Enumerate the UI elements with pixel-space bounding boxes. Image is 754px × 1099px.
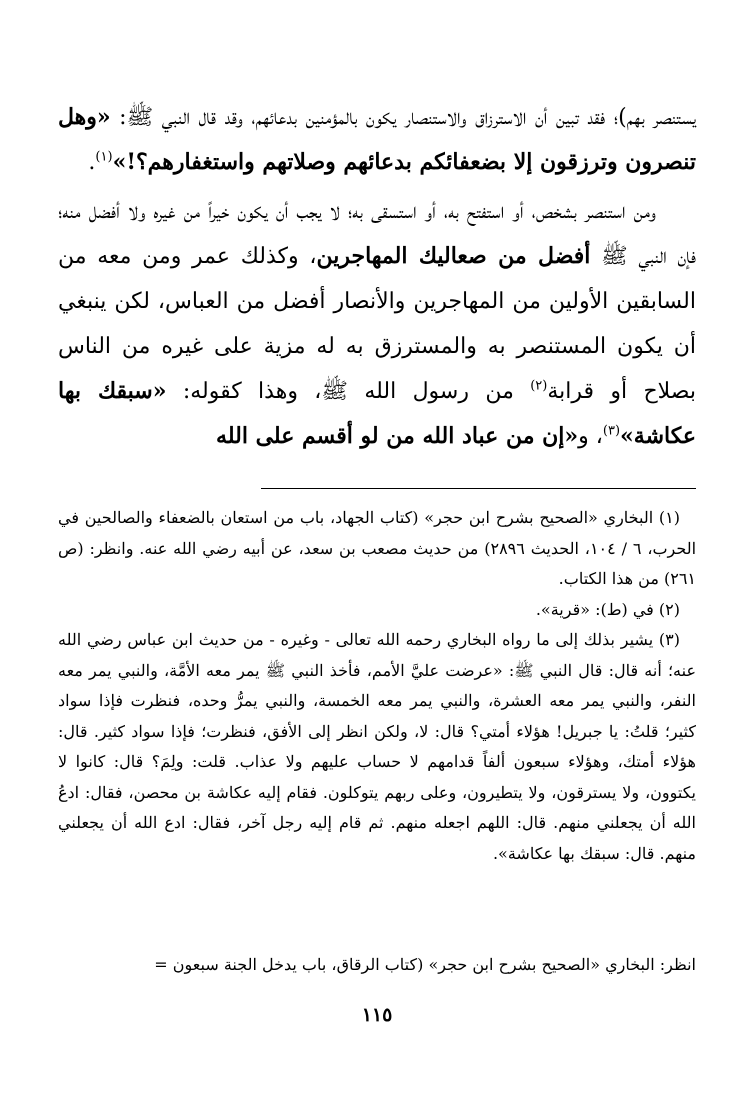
paragraph-2-text-a: ومن استنصر بشخص، أو استفتح به، أو استسقى به؛ لا يجب أن يكون خيراً من غيره ولا أفضل منه؛ فإن النبي ﷺ xyxy=(58,199,696,269)
paragraph-2-text-c: من رسول الله ﷺ، وهذا كقوله: xyxy=(166,379,531,404)
footnote-2: (٢) في (ط): «قرية». xyxy=(535,599,680,619)
footnote-continued: انظر: البخاري «الصحيح بشرح ابن حجر» (كتاب الرقاق، باب يدخل الجنة سبعون = xyxy=(154,955,696,974)
paragraph-1-text: يستنصر بهم)؛ فقد تبين أن الاسترزاق والاستنصار يكون بالمؤمنين بدعائهم، وقد قال النبي ﷺ: xyxy=(110,105,696,130)
footnote-3: (٣) يشير بذلك إلى ما رواه البخاري رحمه الله تعالى - وغيره - من حديث ابن عباس رضي الله عنه؛ أنه قال: قال النبي ﷺ: «عرضت عليَّ الأمم، فأخذ النبي ﷺ يمر معه الأمَّة، والنبي يمر معه النفر، والنبي يمر معه العشرة، والنبي يمر معه الخمسة، والنبي يمرُّ وحده، فنظرت فإذا سواد كثير؛ قلتُ: يا جبريل! هؤلاء أمتي؟ قال: لا، ولكن انظر إلى الأفق، فنظرت؛ فإذا سواد كثير. قال: هؤلاء أمتك، وهؤلاء سبعون ألفاً قدامهم لا حساب عليهم ولا عذاب. قلت: ولِمَ؟ قال: كانوا لا يكتوون، ولا يسترقون، ولا يتطيرون، وعلى ربهم يتوكلون. فقام إليه عكاشة بن محصن، فقال: ادعُ الله أن يجعلني منهم. قال: اللهم اجعله منهم. ثم قام إليه رجل آخر، فقال: ادع الله أن يجعلني منهم. قال: سبقك بها عكاشة». xyxy=(58,630,697,863)
hadith-quote-servants: «إن من عباد الله من لو أقسم على الله xyxy=(216,423,579,449)
hadith-quote-okasha: «سبقك بها عكاشة» xyxy=(58,378,696,449)
paragraph-1-end: . xyxy=(88,150,96,175)
hadith-quote: «وهل تنصرون وترزقون إلا بضعفائكم بدعائهم وصلاتهم واستغفارهم؟!» xyxy=(58,104,696,175)
paragraph-2-bold-phrase: أفضل من صعاليك المهاجرين xyxy=(316,243,591,269)
footnotes xyxy=(58,503,696,869)
paragraph-2-text-d: ، و xyxy=(578,424,603,449)
page-number: ١١٥ xyxy=(361,1004,393,1026)
footnote-ref-2: (٢) xyxy=(530,378,548,394)
paragraph-1 xyxy=(58,95,696,185)
footnote-divider xyxy=(261,488,696,489)
footnote-ref-3: (٣) xyxy=(602,423,621,439)
main-text xyxy=(58,95,696,459)
footnote-ref-1: (١) xyxy=(95,149,113,165)
footnote-1: (١) البخاري «الصحيح بشرح ابن حجر» (كتاب الجهاد، باب من استعان بالضعفاء والصالحين في الحرب، ٦ / ١٠٤، الحديث ٢٨٩٦) من حديث مصعب بن سعد، عن أبيه رضي الله عنه. وانظر: (ص ٢٦١) من هذا الكتاب. xyxy=(58,508,697,588)
paragraph-2 xyxy=(58,189,696,459)
paragraph-2-text-b: ، وكذلك عمر ومن معه من السابقين الأولين من المهاجرين والأنصار أفضل من العباس، لكن ينبغي أن يكون المستنصر به والمسترزق به له مزية على غيره من الناس بصلاح أو قرابة xyxy=(58,244,696,404)
